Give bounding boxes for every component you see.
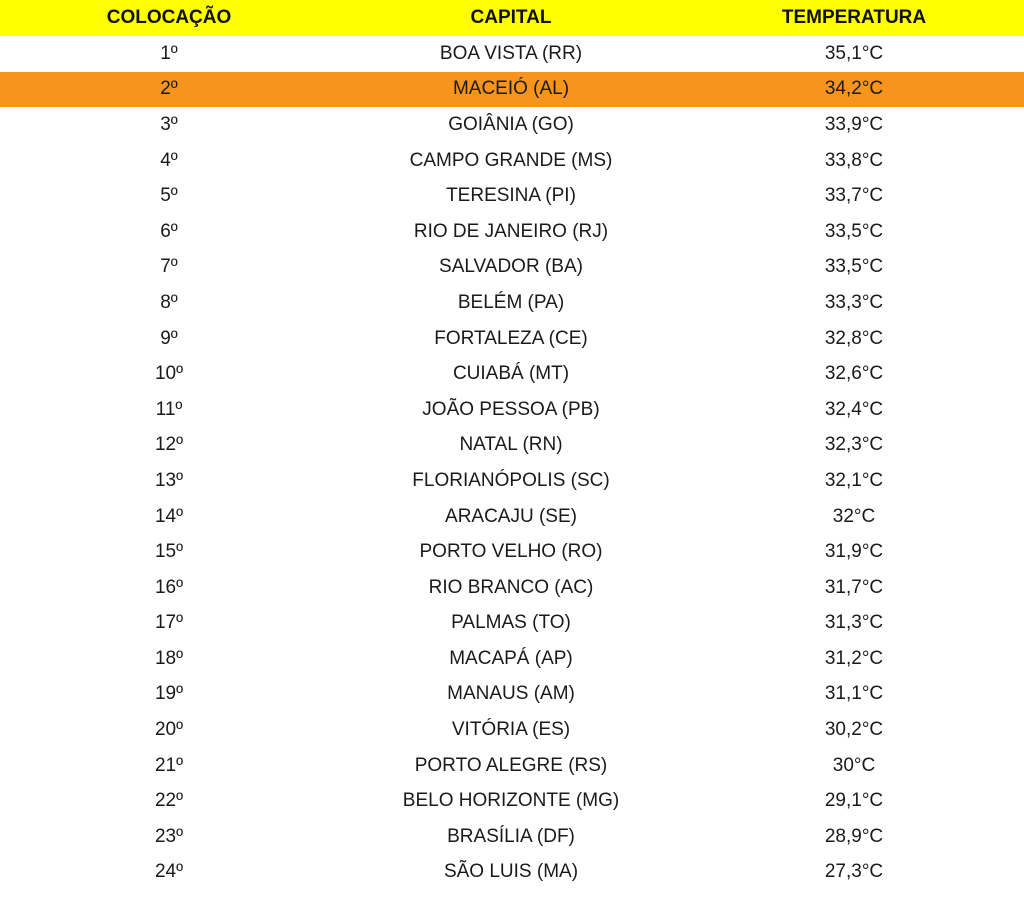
rank-cell: 17º [154, 612, 184, 634]
rank-cell: 6º [160, 220, 178, 242]
table-row [0, 143, 1024, 179]
capital-cell: MACEIÓ (AL) [452, 78, 570, 100]
temperature-cell: 27,3°C [824, 861, 884, 883]
table-row [0, 356, 1024, 392]
temperature-cell: 31,9°C [824, 541, 884, 563]
capital-cell: VITÓRIA (ES) [451, 719, 571, 741]
capital-cell: BELO HORIZONTE (MG) [402, 790, 620, 812]
temperature-cell: 33,3°C [824, 291, 884, 313]
table-row [0, 677, 1024, 713]
rank-cell: 11º [155, 398, 183, 420]
table-row [0, 748, 1024, 784]
rank-cell: 24º [154, 861, 184, 883]
table-header [0, 0, 1024, 36]
capital-cell: PORTO ALEGRE (RS) [414, 754, 608, 776]
table-row [0, 855, 1024, 891]
rank-cell: 14º [154, 505, 184, 527]
capital-cell: CAMPO GRANDE (MS) [409, 149, 613, 171]
temperature-cell: 31,2°C [824, 647, 884, 669]
rank-cell: 4º [160, 149, 178, 171]
header-capital: CAPITAL [470, 7, 552, 28]
capital-cell: BELÉM (PA) [457, 291, 565, 313]
capital-cell: PALMAS (TO) [451, 612, 571, 634]
rank-cell: 15º [154, 541, 184, 563]
capital-cell: CUIABÁ (MT) [452, 363, 570, 385]
capital-cell: RIO DE JANEIRO (RJ) [413, 220, 609, 242]
table-row [0, 819, 1024, 855]
rank-cell: 16º [154, 576, 184, 598]
table-row [0, 499, 1024, 535]
table-row [0, 606, 1024, 642]
rank-cell: 20º [154, 719, 184, 741]
header-rank: COLOCAÇÃO [106, 7, 232, 28]
table-row [0, 428, 1024, 464]
table-row [0, 107, 1024, 143]
temperature-cell: 32,6°C [824, 363, 884, 385]
temperature-cell: 33,5°C [824, 256, 884, 278]
capital-cell: SALVADOR (BA) [439, 256, 583, 278]
rank-cell: 3º [160, 113, 178, 135]
temperature-cell: 35,1°C [824, 42, 884, 64]
rank-cell: 7º [160, 256, 178, 278]
temperature-cell: 31,1°C [824, 683, 884, 705]
table-body [0, 36, 1024, 890]
rank-cell: 1º [160, 42, 178, 64]
temperature-cell: 32,4°C [824, 398, 884, 420]
temperature-cell: 31,7°C [824, 576, 884, 598]
table-row [0, 783, 1024, 819]
table-row [0, 712, 1024, 748]
temperature-cell: 33,7°C [824, 185, 884, 207]
temperature-cell: 28,9°C [824, 825, 884, 847]
capital-cell: BRASÍLIA (DF) [447, 825, 575, 847]
header-temperature: TEMPERATURA [781, 7, 927, 28]
table-row [0, 250, 1024, 286]
rank-cell: 2º [160, 78, 178, 100]
temperature-cell: 31,3°C [824, 612, 884, 634]
capital-cell: MACAPÁ (AP) [449, 647, 573, 669]
capital-cell: PORTO VELHO (RO) [419, 541, 603, 563]
rank-cell: 18º [154, 647, 184, 669]
capital-cell: TERESINA (PI) [446, 185, 576, 207]
temperature-cell: 30,2°C [824, 719, 884, 741]
capital-cell: SÃO LUIS (MA) [443, 861, 579, 883]
capital-cell: RIO BRANCO (AC) [428, 576, 594, 598]
capital-cell: MANAUS (AM) [447, 683, 575, 705]
table-row [0, 534, 1024, 570]
rank-cell: 10º [154, 363, 184, 385]
table-row [0, 321, 1024, 357]
rank-cell: 5º [160, 185, 178, 207]
table-row [0, 570, 1024, 606]
capital-cell: GOIÂNIA (GO) [448, 113, 574, 135]
table-row [0, 36, 1024, 72]
table-row [0, 285, 1024, 321]
rank-cell: 23º [154, 825, 184, 847]
capital-cell: NATAL (RN) [459, 434, 563, 456]
table-row [0, 72, 1024, 108]
temperature-cell: 29,1°C [824, 790, 884, 812]
temperature-cell: 34,2°C [824, 78, 884, 100]
table-row [0, 214, 1024, 250]
temperature-cell: 32,3°C [824, 434, 884, 456]
capital-cell: FLORIANÓPOLIS (SC) [412, 469, 610, 491]
table-row [0, 392, 1024, 428]
temperature-cell: 32,8°C [824, 327, 884, 349]
capital-cell: BOA VISTA (RR) [439, 42, 583, 64]
rank-cell: 9º [160, 327, 178, 349]
temperature-cell: 33,5°C [824, 220, 884, 242]
temperature-cell: 32,1°C [824, 469, 884, 491]
rank-cell: 19º [154, 683, 184, 705]
temperature-cell: 32°C [832, 505, 876, 527]
rank-cell: 21º [154, 754, 184, 776]
temperature-cell: 30°C [832, 754, 876, 776]
table-row [0, 178, 1024, 214]
temperature-cell: 33,9°C [824, 113, 884, 135]
capital-cell: ARACAJU (SE) [445, 505, 577, 527]
table-row [0, 463, 1024, 499]
capital-cell: FORTALEZA (CE) [434, 327, 588, 349]
rank-cell: 12º [154, 434, 184, 456]
temperature-cell: 33,8°C [824, 149, 884, 171]
rank-cell: 22º [154, 790, 184, 812]
rank-cell: 8º [160, 291, 178, 313]
rank-cell: 13º [154, 469, 184, 491]
capital-cell: JOÃO PESSOA (PB) [422, 398, 600, 420]
table-row [0, 641, 1024, 677]
